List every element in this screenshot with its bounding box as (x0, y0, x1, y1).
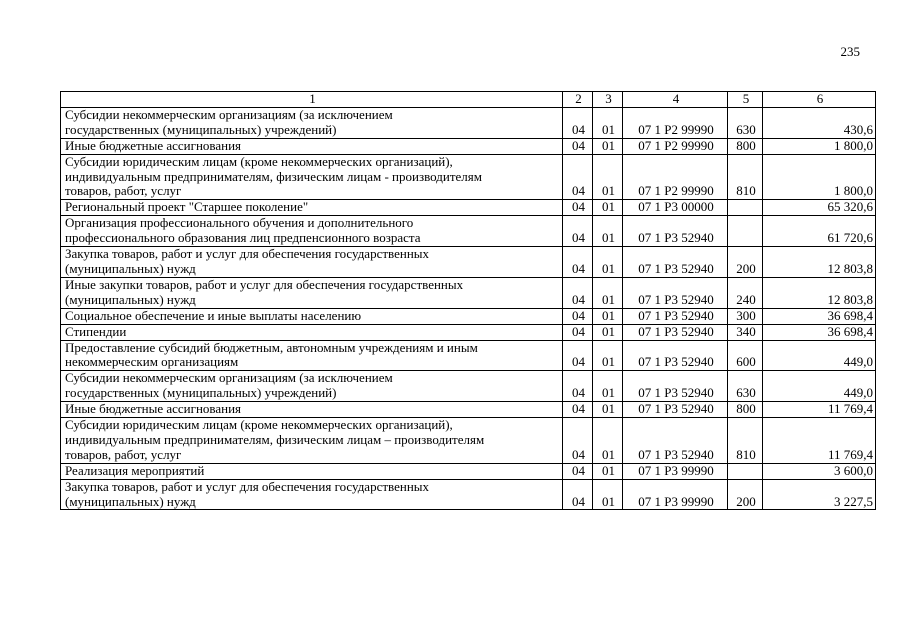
table-row (61, 154, 876, 200)
row-description (61, 216, 563, 247)
target-article-code: 07 1 Р3 52940 (623, 308, 728, 324)
amount-value: 1 800,0 (763, 154, 876, 200)
subsection-code: 01 (593, 402, 623, 418)
description-line: Стипендии (65, 324, 127, 339)
subsection-code: 01 (593, 277, 623, 308)
column-header: 6 (763, 92, 876, 108)
amount-value: 3 600,0 (763, 463, 876, 479)
row-description (61, 402, 563, 418)
description-line: Иные бюджетные ассигнования (65, 401, 242, 417)
description-line: (муниципальных) нужд (65, 493, 196, 509)
expense-type-code: 340 (728, 324, 763, 340)
description-line: Субсидии юридическим лицам (кроме некоммерческих организаций), (65, 417, 453, 433)
expense-type-code: 630 (728, 371, 763, 402)
table-row (61, 308, 876, 324)
description-line: профессионального образования лиц предпенсионного возраста (65, 230, 421, 246)
section-code: 04 (563, 402, 593, 418)
target-article-code: 07 1 Р3 99990 (623, 463, 728, 479)
description-line: Субсидии юридическим лицам (кроме некоммерческих организаций), (65, 154, 453, 169)
amount-value: 430,6 (763, 107, 876, 138)
target-article-code: 07 1 Р2 99990 (623, 154, 728, 200)
amount-value: 449,0 (763, 340, 876, 371)
table-row (61, 138, 876, 154)
expense-type-code: 240 (728, 277, 763, 308)
column-header: 2 (563, 92, 593, 108)
column-header: 3 (593, 92, 623, 108)
target-article-code: 07 1 Р3 52940 (623, 340, 728, 371)
table-row (61, 277, 876, 308)
description-line: (муниципальных) нужд (65, 291, 196, 307)
row-description (61, 371, 563, 402)
section-code: 04 (563, 247, 593, 278)
subsection-code: 01 (593, 371, 623, 402)
description-line: Иные бюджетные ассигнования (65, 138, 242, 153)
table-row (61, 402, 876, 418)
subsection-code: 01 (593, 479, 623, 510)
row-description (61, 340, 563, 371)
description-line: индивидуальным предпринимателям, физическим лицам - производителям (65, 168, 482, 184)
section-code: 04 (563, 371, 593, 402)
amount-value: 65 320,6 (763, 200, 876, 216)
table-row (61, 479, 876, 510)
amount-value: 12 803,8 (763, 247, 876, 278)
subsection-code: 01 (593, 247, 623, 278)
row-description (61, 308, 563, 324)
row-description (61, 200, 563, 216)
target-article-code: 07 1 Р3 52940 (623, 402, 728, 418)
section-code: 04 (563, 216, 593, 247)
expense-type-code: 810 (728, 418, 763, 464)
description-line: Региональный проект "Старшее поколение" (65, 199, 309, 215)
subsection-code: 01 (593, 138, 623, 154)
section-code: 04 (563, 200, 593, 216)
subsection-code: 01 (593, 418, 623, 464)
table-row (61, 371, 876, 402)
column-header: 1 (61, 92, 563, 108)
section-code: 04 (563, 340, 593, 371)
description-line: государственных (муниципальных) учреждений) (65, 121, 337, 137)
description-line: Организация профессионального обучения и дополнительного (65, 215, 414, 231)
section-code: 04 (563, 308, 593, 324)
table-row (61, 340, 876, 371)
expense-type-code (728, 463, 763, 479)
row-description (61, 463, 563, 479)
target-article-code: 07 1 Р3 52940 (623, 216, 728, 247)
row-description (61, 324, 563, 340)
description-line: Закупка товаров, работ и услуг для обеспечения государственных (65, 246, 430, 262)
description-line: Социальное обеспечение и иные выплаты населению (65, 308, 362, 323)
description-line: Иные закупки товаров, работ и услуг для обеспечения государственных (65, 277, 464, 292)
target-article-code: 07 1 Р3 52940 (623, 371, 728, 402)
table-row (61, 216, 876, 247)
description-line: (муниципальных) нужд (65, 260, 196, 276)
section-code: 04 (563, 277, 593, 308)
expense-type-code: 800 (728, 138, 763, 154)
section-code: 04 (563, 138, 593, 154)
amount-value: 36 698,4 (763, 308, 876, 324)
description-line: некоммерческим организациям (65, 354, 239, 370)
target-article-code: 07 1 Р2 99990 (623, 107, 728, 138)
row-description (61, 247, 563, 278)
description-line: Предоставление субсидий бюджетным, автономным учреждениям и иным (65, 340, 478, 355)
amount-value: 11 769,4 (763, 402, 876, 418)
page-number: 235 (840, 44, 860, 59)
section-code: 04 (563, 479, 593, 510)
expense-type-code (728, 200, 763, 216)
target-article-code: 07 1 Р3 52940 (623, 247, 728, 278)
subsection-code: 01 (593, 200, 623, 216)
section-code: 04 (563, 324, 593, 340)
table-row (61, 247, 876, 278)
amount-value: 61 720,6 (763, 216, 876, 247)
amount-value: 36 698,4 (763, 324, 876, 340)
section-code: 04 (563, 463, 593, 479)
table-row (61, 324, 876, 340)
amount-value: 11 769,4 (763, 418, 876, 464)
description-line: Субсидии некоммерческим организациям (за исключением (65, 107, 393, 122)
subsection-code: 01 (593, 216, 623, 247)
expense-type-code: 800 (728, 402, 763, 418)
target-article-code: 07 1 Р3 52940 (623, 418, 728, 464)
table-row (61, 107, 876, 138)
subsection-code: 01 (593, 463, 623, 479)
description-line: товаров, работ, услуг (65, 183, 182, 199)
row-description (61, 154, 563, 200)
table-row (61, 200, 876, 216)
budget-table-body (61, 92, 876, 510)
subsection-code: 01 (593, 107, 623, 138)
subsection-code: 01 (593, 154, 623, 200)
column-header: 4 (623, 92, 728, 108)
section-code: 04 (563, 418, 593, 464)
expense-type-code: 200 (728, 479, 763, 510)
subsection-code: 01 (593, 308, 623, 324)
target-article-code: 07 1 Р3 52940 (623, 324, 728, 340)
target-article-code: 07 1 Р3 00000 (623, 200, 728, 216)
description-line: государственных (муниципальных) учреждений) (65, 385, 337, 401)
row-description (61, 479, 563, 510)
row-description (61, 138, 563, 154)
subsection-code: 01 (593, 324, 623, 340)
target-article-code: 07 1 Р3 99990 (623, 479, 728, 510)
expense-type-code: 600 (728, 340, 763, 371)
description-line: Закупка товаров, работ и услуг для обеспечения государственных (65, 479, 430, 494)
description-line: индивидуальным предпринимателям, физическим лицам – производителям (65, 431, 485, 447)
budget-table (60, 91, 876, 510)
section-code: 04 (563, 107, 593, 138)
row-description (61, 107, 563, 138)
target-article-code: 07 1 Р2 99990 (623, 138, 728, 154)
expense-type-code: 630 (728, 107, 763, 138)
description-line: товаров, работ, услуг (65, 446, 182, 462)
amount-value: 449,0 (763, 371, 876, 402)
expense-type-code (728, 216, 763, 247)
table-row (61, 463, 876, 479)
expense-type-code: 200 (728, 247, 763, 278)
expense-type-code: 300 (728, 308, 763, 324)
table-header-row (61, 92, 876, 108)
description-line: Субсидии некоммерческим организациям (за исключением (65, 370, 393, 386)
amount-value: 1 800,0 (763, 138, 876, 154)
column-header: 5 (728, 92, 763, 108)
description-line: Реализация мероприятий (65, 463, 205, 478)
table-row (61, 418, 876, 464)
amount-value: 12 803,8 (763, 277, 876, 308)
row-description (61, 277, 563, 308)
section-code: 04 (563, 154, 593, 200)
expense-type-code: 810 (728, 154, 763, 200)
row-description (61, 418, 563, 464)
target-article-code: 07 1 Р3 52940 (623, 277, 728, 308)
amount-value: 3 227,5 (763, 479, 876, 510)
subsection-code: 01 (593, 340, 623, 371)
